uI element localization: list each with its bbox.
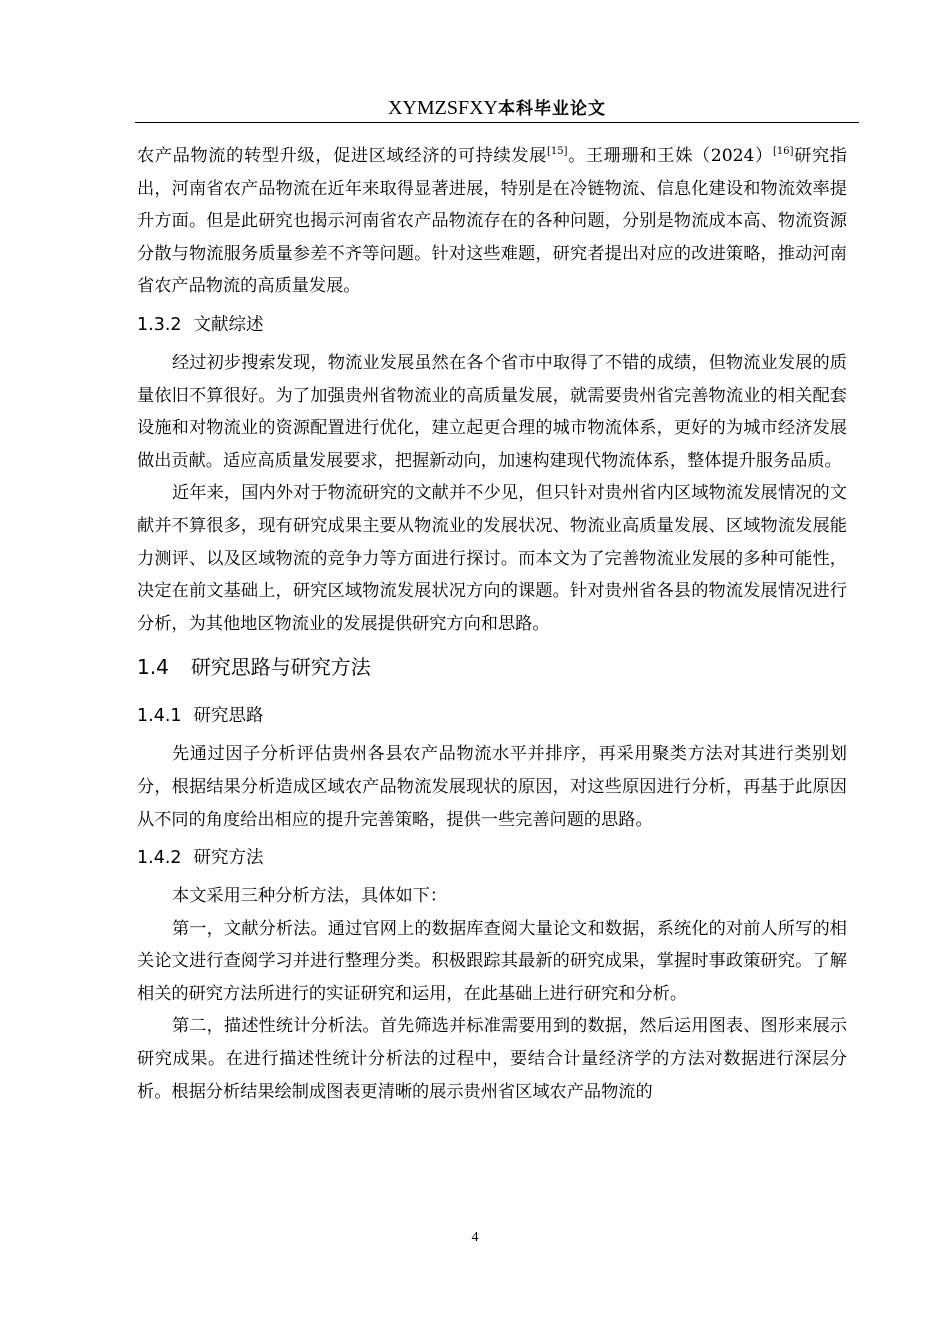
page-header — [135, 96, 859, 120]
section-heading-1-4-2: 1.4.2 研究方法 — [137, 848, 264, 869]
section-heading-1-4: 1.4 研究思路与研究方法 — [137, 655, 371, 680]
paragraph: 第一，文献分析法。通过官网上的数据库查阅大量论文和数据，系统化的对前人所写的相关论文进行查阅学习并进行整理分类。积极跟踪其最新的研究成果，掌握时事政策研究。了解相关的研究方法所进行的实证研究和运用，在此基础上进行研究和分析。 — [137, 918, 847, 1004]
paragraph-continued: 农产品物流的转型升级，促进区域经济的可持续发展[15]。王珊珊和王姝（2024）[16]研究指出，河南省农产品物流在近年来取得显著进展，特别是在冷链物流、信息化建设和物流效率提升方面。但是此研究也揭示河南省农产品物流存在的各种问题，分别是物流成本高、物流资源分散与物流服务质量参差不齐等问题。针对这些难题，研究者提出对应的改进策略，推动河南省农产品物流的高质量发展。 — [137, 146, 847, 297]
paragraph: 第二，描述性统计分析法。首先筛选并标准需要用到的数据，然后运用图表、图形来展示研究成果。在进行描述性统计分析法的过程中，要结合计量经济学的方法对数据进行深层分析。根据分析结果绘制成图表更清晰的展示贵州省区域农产品物流的 — [137, 1016, 847, 1102]
header-rule — [135, 122, 859, 123]
header-right: 本科毕业论文 — [498, 99, 607, 119]
section-heading-1-3-2: 1.3.2 文献综述 — [137, 314, 264, 335]
section-heading-1-4-1: 1.4.1 研究思路 — [137, 706, 264, 727]
paragraph: 经过初步搜索发现，物流业发展虽然在各个省市中取得了不错的成绩，但物流业发展的质量依旧不算很好。为了加强贵州省物流业的高质量发展，就需要贵州省完善物流业的相关配套设施和对物流业的资源配置进行优化，建立起更合理的城市物流体系，更好的为城市经济发展做出贡献。适应高质量发展要求，把握新动向，加速构建现代物流体系，整体提升服务品质。 — [137, 352, 847, 471]
paragraph: 先通过因子分析评估贵州各县农产品物流水平并排序，再采用聚类方法对其进行类别划分，根据结果分析造成区域农产品物流发展现状的原因，对这些原因进行分析，再基于此原因从不同的角度给出相应的提升完善策略，提供一些完善问题的思路。 — [137, 744, 847, 830]
paragraph: 近年来，国内外对于物流研究的文献并不少见，但只针对贵州省内区域物流发展情况的文献并不算很多，现有研究成果主要从物流业的发展状况、物流业高质量发展、区域物流发展能力测评、以及区域物流的竞争力等方面进行探讨。而本文为了完善物流业发展的多种可能性，决定在前文基础上，研究区域物流发展状况方向的课题。针对贵州省各县的物流发展情况进行分析，为其他地区物流业的发展提供研究方向和思路。 — [137, 483, 847, 634]
page-body — [137, 140, 847, 1108]
paragraph: 本文采用三种分析方法，具体如下： — [172, 886, 448, 907]
page-number: 4 — [471, 1230, 479, 1245]
citation[interactable]: [16] — [772, 146, 794, 157]
citation[interactable]: [15] — [546, 146, 568, 157]
header-left: XYMZSFXY — [387, 97, 499, 119]
